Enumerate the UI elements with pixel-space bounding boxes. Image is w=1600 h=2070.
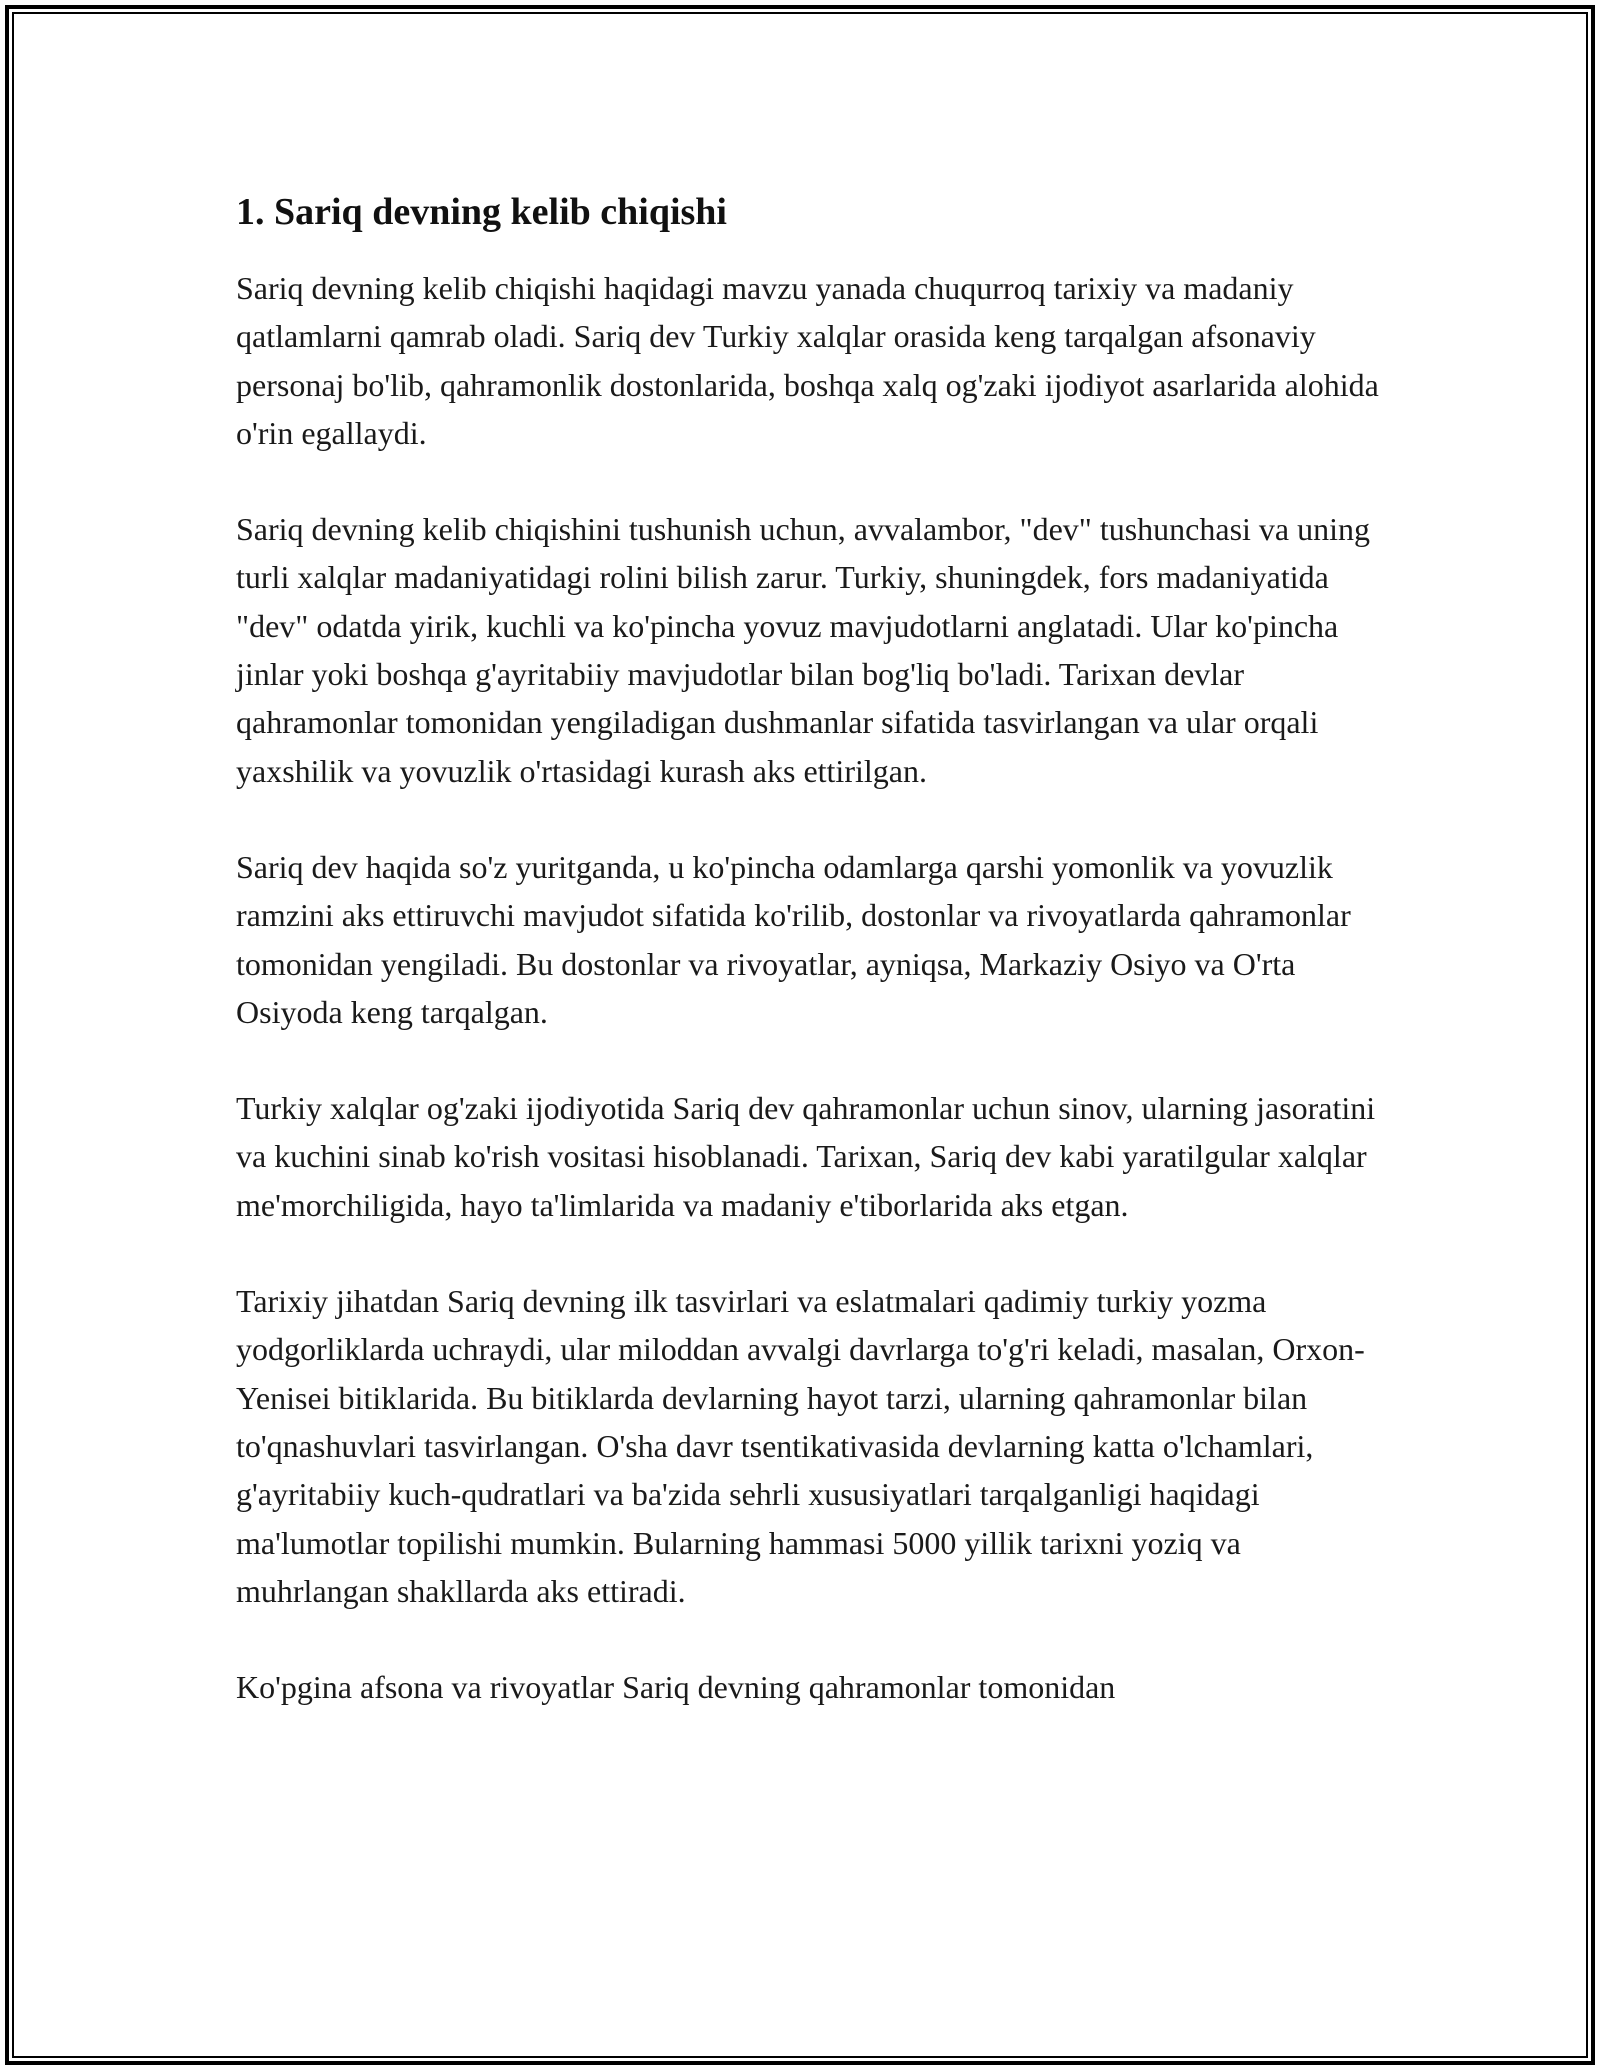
- paragraph-4: Turkiy xalqlar og'zaki ijodiyotida Sariq dev qahramonlar uchun sinov, ularning jasoratini va kuchini sinab ko'rish vositasi hisoblanadi. Tarixan, Sariq dev kabi yaratilgular xalqlar me'morchiligida, hayo ta'limlarida va madaniy e'tiborlarida aks etgan.: [236, 1090, 1376, 1223]
- paragraph-3: Sariq dev haqida so'z yuritganda, u ko'pincha odamlarga qarshi yomonlik va yovuzlik ramzini aks ettiruvchi mavjudot sifatida ko'rilib, dostonlar va rivoyatlarda qahramonlar tomonidan yengiladi. Bu dostonlar va rivoyatlar, ayniqsa, Markaziy Osiyo va O'rta Osiyoda keng tarqalgan.: [236, 848, 1351, 1030]
- document-body: [236, 188, 1386, 1711]
- paragraph-6: Ko'pgina afsona va rivoyatlar Sariq devning qahramonlar tomonidan: [236, 1669, 1116, 1706]
- section-heading: 1. Sariq devning kelib chiqishi: [236, 191, 727, 233]
- paragraph-2: Sariq devning kelib chiqishini tushunish uchun, avvalambor, "dev" tushunchasi va uning turli xalqlar madaniyatidagi rolini bilish zarur. Turkiy, shuningdek, fors madaniyatida "dev" odatda yirik, kuchli va ko'pincha yovuz mavjudotlarni anglatadi. Ular ko'pincha jinlar yoki boshqa g'ayritabiiy mavjudotlar bilan bog'liq bo'ladi. Tarixan devlar qahramonlar tomonidan yengiladigan dushmanlar sifatida tasvirlangan va ular orqali yaxshilik va yovuzlik o'rtasidagi kurash aks ettirilgan.: [236, 511, 1371, 789]
- paragraph-5: Tarixiy jihatdan Sariq devning ilk tasvirlari va eslatmalari qadimiy turkiy yozma yodgorliklarda uchraydi, ular miloddan avvalgi davrlarga to'g'ri keladi, masalan, Orxon-Yenisei bitiklarida. Bu bitiklarda devlarning hayot tarzi, ularning qahramonlar bilan to'qnashuvlari tasvirlangan. O'sha davr tsentikativasida devlarning katta o'lchamlari, g'ayritabiiy kuch-qudratlari va ba'zida sehrli xususiyatlari tarqalganligi haqidagi ma'lumotlar topilishi mumkin. Bularning hammasi 5000 yillik tarixni yoziq va muhrlangan shakllarda aks ettiradi.: [236, 1283, 1365, 1609]
- paragraph-1: Sariq devning kelib chiqishi haqidagi mavzu yanada chuqurroq tarixiy va madaniy qatlamlarni qamrab oladi. Sariq dev Turkiy xalqlar orasida keng tarqalgan afsonaviy personaj bo'lib, qahramonlik dostonlarida, boshqa xalq og'zaki ijodiyot asarlarida alohida o'rin egallaydi.: [236, 270, 1379, 451]
